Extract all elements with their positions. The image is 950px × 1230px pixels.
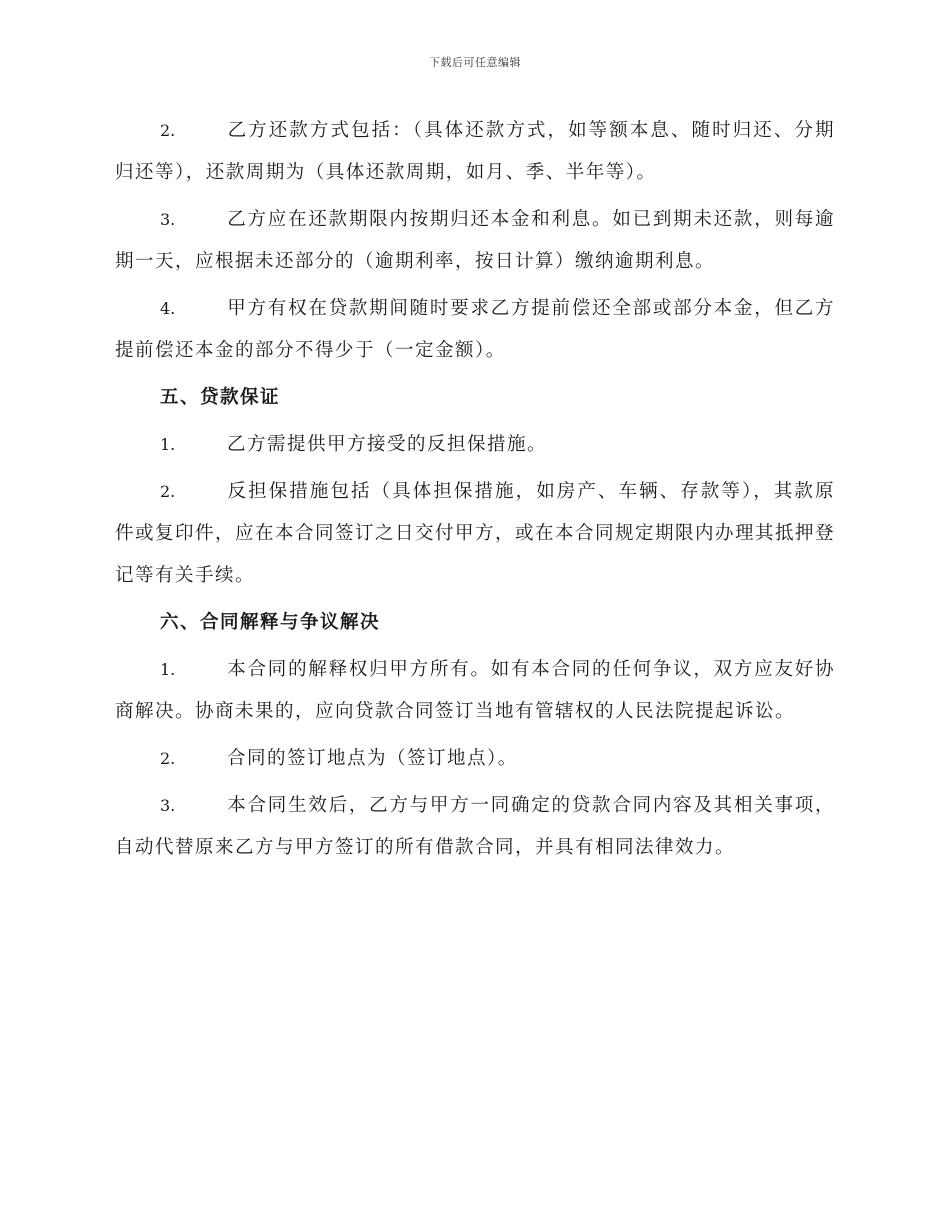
section-heading-loan-guarantee: 五、贷款保证 bbox=[160, 387, 281, 408]
clause-text: 本合同的解释权归甲方所有。如有本合同的任何争议，双方应友好协商解决。协商未果的，应向贷款合同签订当地有管辖权的人民法院提起诉讼。 bbox=[115, 659, 835, 722]
page-header: 下载后可任意编辑 bbox=[429, 56, 521, 69]
clause-paragraph bbox=[115, 199, 835, 283]
clause-text: 乙方需提供甲方接受的反担保措施。 bbox=[227, 434, 548, 455]
clause-number: 1. bbox=[160, 660, 176, 679]
clause-text: 合同的签订地点为（签订地点）。 bbox=[227, 748, 518, 769]
clause-paragraph bbox=[115, 424, 835, 466]
clause-number: 2. bbox=[160, 749, 176, 768]
clause-number: 2. bbox=[160, 482, 176, 501]
clause-number: 3. bbox=[160, 210, 176, 229]
clause-paragraph bbox=[115, 785, 835, 869]
clause-paragraph bbox=[115, 471, 835, 597]
clause-text: 乙方应在还款期限内按期归还本金和利息。如已到期未还款，则每逾期一天，应根据未还部分的（逾期利率，按日计算）缴纳逾期利息。 bbox=[115, 209, 835, 272]
clause-paragraph bbox=[115, 649, 835, 733]
clause-paragraph bbox=[115, 738, 835, 780]
clause-text: 反担保措施包括（具体担保措施，如房产、车辆、存款等），其款原件或复印件，应在本合同签订之日交付甲方，或在本合同规定期限内办理其抵押登记等有关手续。 bbox=[115, 481, 836, 586]
document-body bbox=[115, 110, 835, 874]
section-heading-interpretation-disputes: 六、合同解释与争议解决 bbox=[160, 612, 381, 633]
clause-paragraph bbox=[115, 110, 835, 194]
clause-text: 乙方还款方式包括：（具体还款方式，如等额本息、随时归还、分期归还等），还款周期为（具体还款周期，如月、季、半年等）。 bbox=[115, 120, 835, 183]
clause-number: 4. bbox=[160, 299, 176, 318]
clause-text: 本合同生效后，乙方与甲方一同确定的贷款合同内容及其相关事项，自动代替原来乙方与甲方签订的所有借款合同，并具有相同法律效力。 bbox=[115, 795, 835, 858]
clause-text: 甲方有权在贷款期间随时要求乙方提前偿还全部或部分本金，但乙方提前偿还本金的部分不得少于（一定金额）。 bbox=[115, 298, 835, 361]
clause-number: 2. bbox=[160, 121, 176, 140]
clause-number: 1. bbox=[160, 435, 176, 454]
clause-paragraph bbox=[115, 288, 835, 372]
clause-number: 3. bbox=[160, 796, 176, 815]
